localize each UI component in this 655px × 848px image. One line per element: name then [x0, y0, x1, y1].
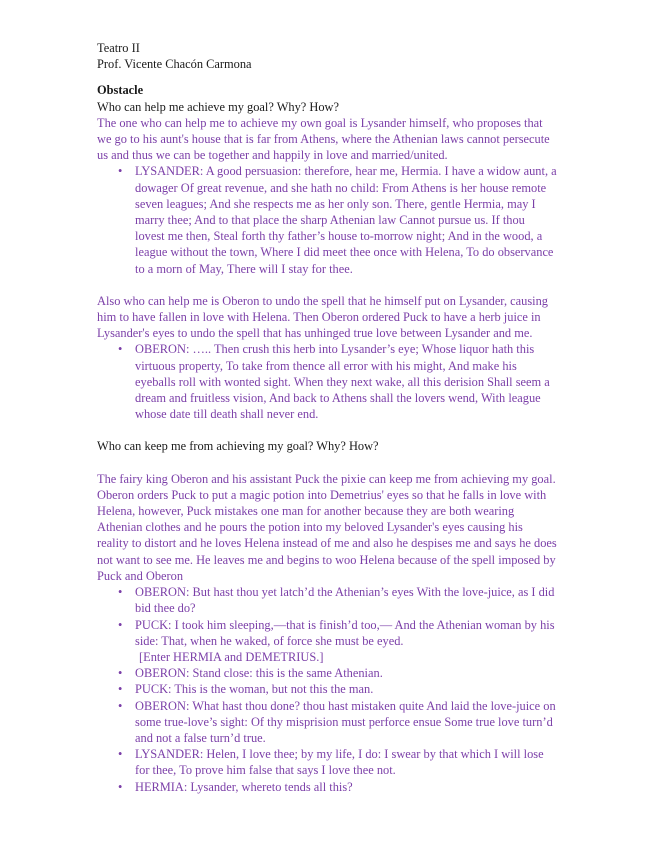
bullet-icon: •	[118, 698, 123, 713]
bullet-icon: •	[118, 342, 123, 357]
bullet-icon: •	[118, 164, 123, 179]
list-item	[97, 584, 557, 616]
list-item	[97, 746, 557, 778]
list-item	[97, 665, 557, 681]
list-item	[97, 163, 557, 276]
quote-text: PUCK: I took him sleeping,—that is finish’d too,— And the Athenian woman by his side: That, when he waked, of force she must be eyed.	[135, 617, 555, 648]
help-question: Who can help me achieve my goal? Why? How?	[97, 99, 339, 114]
keep-answer: The fairy king Oberon and his assistant Puck the pixie can keep me from achieving my goal. Oberon orders Puck to put a magic potion into Demetrius' eyes so that he falls in love with Helena, however, Puck mistakes one man for another because they are both wearing Athenian clothes and he pours the potion into my beloved Lysander's eyes causing his reality to distort and he loves Helena instead of me and also he despises me and says he does not want to see me. He leaves me and begins to woo Helena because of the spell imposed by Puck and Oberon	[97, 471, 557, 583]
quote-text: OBERON: But hast thou yet latch’d the Athenian’s eyes With the love-juice, as I did bid thee do?	[135, 585, 555, 616]
section-title: Obstacle	[97, 83, 144, 98]
list-item	[97, 698, 557, 747]
quote-text: LYSANDER: Helen, I love thee; by my life, I do: I swear by that which I will lose for thee, To prove him false that says I love thee not.	[135, 747, 544, 778]
quote-text: OBERON: ….. Then crush this herb into Lysander’s eye; Whose liquor hath this virtuous property, To take from thence all error with his might, And make his eyeballs roll with wonted sight. When they next wake, all this derision Shall seem a dream and fruitless vision, And back to Athens shall the lovers wend, With league whose date till death shall never end.	[135, 342, 550, 422]
bullet-icon: •	[118, 747, 123, 762]
help-answer-2: Also who can help me is Oberon to undo the spell that he himself put on Lysander, causing him to have fallen in love with Helena. Then Oberon ordered Puck to have a herb juice in Lysander's eyes to undo the spell that has unhinged true love between Lysander and me.	[97, 293, 548, 341]
bullet-icon: •	[118, 617, 123, 632]
quote-text: PUCK: This is the woman, but not this the man.	[135, 682, 374, 697]
quote-text: HERMIA: Lysander, whereto tends all this?	[135, 779, 353, 794]
list-item	[97, 341, 557, 422]
bullet-icon: •	[118, 779, 123, 794]
quote-text: OBERON: Stand close: this is the same Athenian.	[135, 666, 383, 681]
help-quote-list-2	[97, 341, 557, 422]
help-quote-list	[97, 163, 557, 276]
keep-question: Who can keep me from achieving my goal? Why? How?	[97, 439, 379, 454]
professor-name: Prof. Vicente Chacón Carmona	[97, 57, 252, 72]
quote-text: OBERON: What hast thou done? thou hast mistaken quite And laid the love-juice on some true-love’s sight: Of thy misprision must perforce ensue Some true love turn’d and not a false turn’d true.	[135, 698, 556, 745]
bullet-icon: •	[118, 682, 123, 697]
help-answer: The one who can help me to achieve my own goal is Lysander himself, who proposes that we go to his aunt's house that is far from Athens, where the Athenian laws cannot persecute us and thus we can be together and happily in love and married/united.	[97, 115, 550, 163]
keep-quote-list	[97, 584, 557, 795]
bullet-icon: •	[118, 585, 123, 600]
quote-text: LYSANDER: A good persuasion: therefore, hear me, Hermia. I have a widow aunt, a dowager Of great revenue, and she hath no child: From Athens is her house remote seven leagues; And she respects me as her only son. There, gentle Hermia, may I marry thee; And to that place the sharp Athenian law Cannot pursue us. If thou lovest me then, Steal forth thy father’s house to-morrow night; And in the wood, a league without the town, Where I did meet thee once with Helena, To do observance to a morn of May, There will I stay for thee.	[135, 164, 557, 276]
stage-direction: [Enter HERMIA and DEMETRIUS.]	[139, 649, 324, 664]
bullet-icon: •	[118, 666, 123, 681]
course-name: Teatro II	[97, 41, 140, 55]
list-item	[97, 617, 557, 666]
list-item	[97, 779, 557, 795]
list-item	[97, 681, 557, 697]
document-page	[97, 40, 557, 795]
